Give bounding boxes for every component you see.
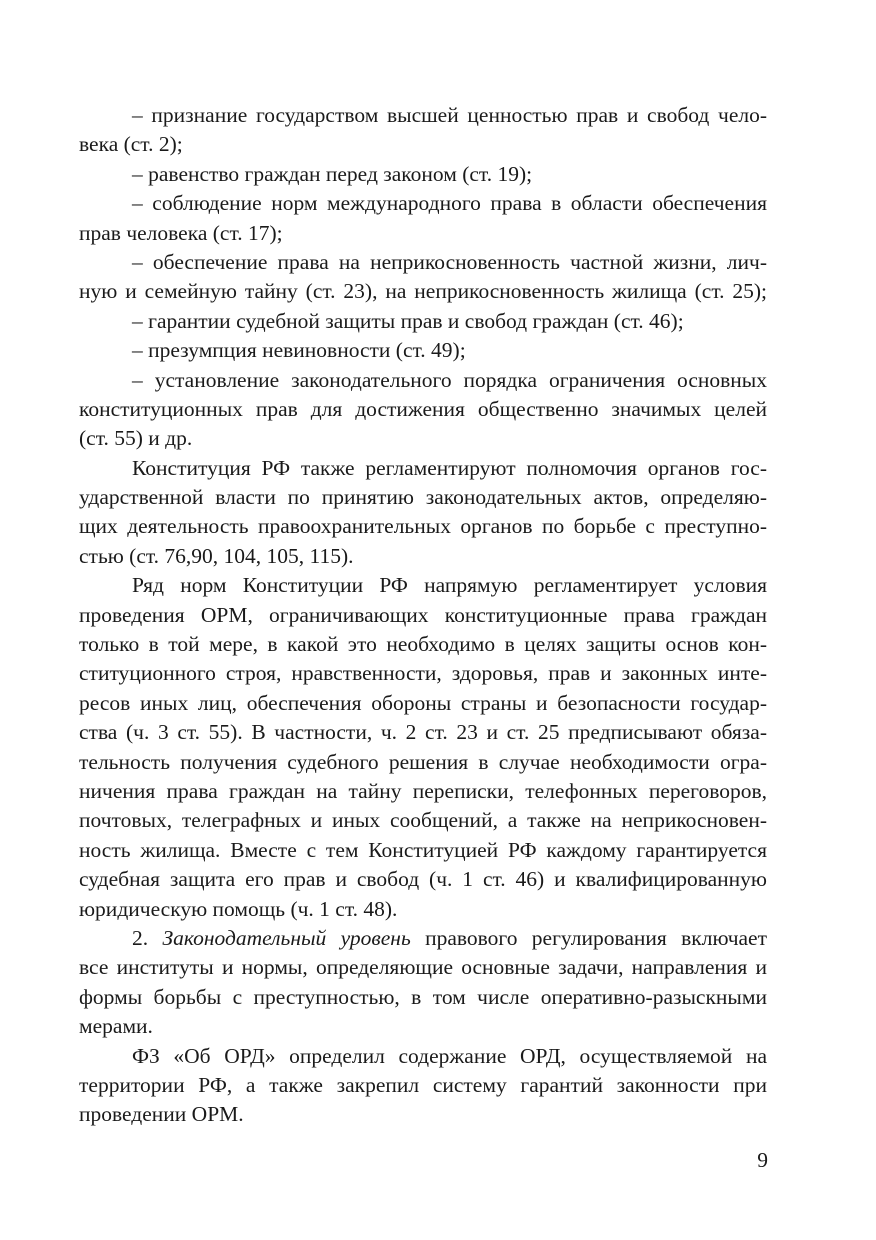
text-line: юридическую помощь (ч. 1 ст. 48). bbox=[79, 896, 398, 921]
text-line: ность жилища. Вместе с тем Конституцией РФ каждому гарантируется bbox=[79, 837, 767, 862]
text-line: мерами. bbox=[79, 1014, 153, 1039]
text-line: – обеспечение права на неприкосновенность частной жизни, лич- bbox=[132, 249, 767, 274]
text-line: конституционных прав для достижения общественно значимых целей bbox=[79, 396, 767, 421]
text-line: ства (ч. 3 ст. 55). В частности, ч. 2 ст. 23 и ст. 25 предписывают обяза- bbox=[79, 720, 767, 745]
text-line: – соблюдение норм международного права в области обеспечения bbox=[132, 191, 767, 216]
text-line: только в той мере, в какой это необходимо в целях защиты основ кон- bbox=[79, 632, 767, 657]
text-line: – гарантии судебной защиты прав и свобод граждан (ст. 46); bbox=[132, 308, 684, 333]
text-line-with-emphasis bbox=[79, 924, 767, 953]
text-line: – признание государством высшей ценностью прав и свобод чело- bbox=[132, 103, 767, 127]
paragraph-number: 2. bbox=[132, 925, 149, 950]
text-line: территории РФ, а также закрепил систему гарантий законности при bbox=[79, 1072, 767, 1097]
text-line: – презумпция невиновности (ст. 49); bbox=[132, 338, 466, 363]
text-line: прав человека (ст. 17); bbox=[79, 220, 283, 245]
text-line: стью (ст. 76,90, 104, 105, 115). bbox=[79, 543, 354, 568]
text-line: проведения ОРМ, ограничивающих конституционные права граждан bbox=[79, 602, 767, 627]
text-line: все институты и нормы, определяющие основные задачи, направления и bbox=[79, 955, 767, 980]
text-line: судебная защита его прав и свобод (ч. 1 ст. 46) и квалифицированную bbox=[79, 867, 767, 892]
page-number: 9 bbox=[757, 1148, 768, 1172]
text-line: проведении ОРМ. bbox=[79, 1102, 244, 1127]
body-text bbox=[79, 101, 767, 1130]
text-line: Конституция РФ также регламентируют полномочия органов гос- bbox=[132, 455, 767, 480]
text-line: ФЗ «Об ОРД» определил содержание ОРД, осуществляемой на bbox=[132, 1043, 767, 1068]
text-line: (ст. 55) и др. bbox=[79, 426, 193, 451]
text-line: Ряд норм Конституции РФ напрямую регламентирует условия bbox=[132, 573, 767, 598]
text-line: щих деятельность правоохранительных органов по борьбе с преступно- bbox=[79, 514, 767, 539]
text-line: ную и семейную тайну (ст. 23), на неприкосновенность жилища (ст. 25); bbox=[79, 279, 767, 304]
emphasized-term: Законодательный уровень bbox=[162, 925, 411, 950]
text-line: – установление законодательного порядка ограничения основных bbox=[132, 367, 767, 392]
text-fragment: правового регулирования включает bbox=[425, 925, 767, 950]
text-line: тельность получения судебного решения в случае необходимости огра- bbox=[79, 749, 767, 774]
text-line: ресов иных лиц, обеспечения обороны страны и безопасности государ- bbox=[79, 690, 767, 715]
text-line: почтовых, телеграфных и иных сообщений, а также на неприкосновен- bbox=[79, 808, 767, 833]
text-line: формы борьбы с преступностью, в том числе оперативно-разыскными bbox=[79, 984, 767, 1009]
text-line: века (ст. 2); bbox=[79, 132, 183, 157]
text-line: ударственной власти по принятию законодательных актов, определяю- bbox=[79, 485, 767, 510]
text-line: – равенство граждан перед законом (ст. 19); bbox=[132, 161, 533, 186]
text-line: ституционного строя, нравственности, здоровья, прав и законных инте- bbox=[79, 661, 767, 686]
text-line: ничения права граждан на тайну переписки, телефонных переговоров, bbox=[79, 778, 767, 803]
